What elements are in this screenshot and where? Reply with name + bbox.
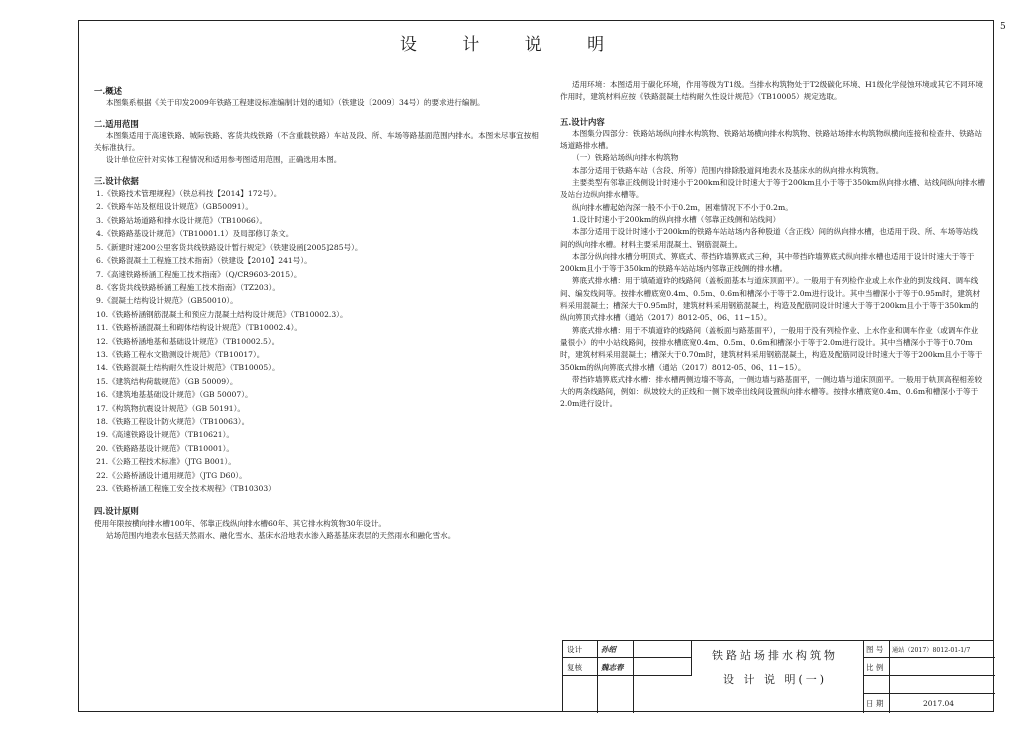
reference-item: 1.《铁路技术管理规程》（铁总科技【2014】172号）。 [96, 189, 282, 199]
page-title: 设 计 说 明 [399, 35, 625, 55]
design-signature: 孙绍 [601, 645, 616, 654]
drawing-subtitle: 设 计 说 明(一) [722, 673, 828, 686]
longitudinal-text-1: 本部分适用于铁路车站（含段、所等）范围内排除股道间地表水及基床水的纵向排水构筑物。 [572, 165, 884, 175]
longitudinal-text-3: 纵向排水槽起始沟深一般不小于0.2m，困难情况下不小于0.2m。 [572, 202, 793, 212]
reference-item: 12.《铁路桥涵地基和基础设计规范》（TB10002.5）。 [96, 336, 280, 346]
reference-item: 11.《铁路桥涵混凝土和砌体结构设计规范》（TB10002.4）。 [96, 323, 302, 333]
reference-item: 2.《铁路车站及枢纽设计规范》（GB50091）。 [96, 202, 253, 212]
title-block [562, 640, 994, 712]
page-number: 5 [1000, 22, 1006, 32]
reference-item: 20.《铁路路基设计规范》（TB10001）。 [96, 443, 234, 453]
item-text-4: 箅底式排水槽：用于不填道砟的线路间（盖板面与路基面平），一般用于没有列检作业、上水作业和调车作业（或调车作业量很小）的中小站线路间，按排水槽底宽0.4m、0.5m、0.6m和槽深小于等于2.0m进行设计。其中当槽深小于等于0.70m时，建筑材料采用混凝土；槽深大于0.70m时，建筑材料采用钢筋混凝土，构造及配筋同设计时速大于等于200km且小于等于350km的纵向箅底式排水槽（通站（2017）8012-05、06、11~15）。 [560, 325, 983, 372]
item-text-1: 本部分适用于设计时速小于200km的铁路车站站场内各种股道（含正线）间的纵向排水槽，也适用于段、所、车场等站线间的纵向排水槽。材料主要采用混凝土、钢筋混凝土。 [560, 227, 978, 249]
design-label: 设计 [567, 645, 582, 654]
right-column [560, 79, 985, 411]
review-label: 复核 [567, 662, 582, 672]
date-value: 2017.04 [923, 698, 955, 708]
section-heading-content: 五.设计内容 [560, 116, 605, 127]
scope-text-1: 本图集适用于高速铁路、城际铁路、客货共线铁路（不含重载铁路）车站及段、所、车场等路基面范围内排水。本图未尽事宜按相关标准执行。 [94, 130, 539, 153]
item-text-5: 带挡砟墙箅底式排水槽：排水槽两侧边墙不等高，一侧边墙与路基面平，一侧边墙与道床顶面平。一般用于轨顶高程相差较大的两条线路间，例如：纵坡较大的正线和一侧下坡牵出线间设置纵向排水槽等。按排水槽底宽0.4m、0.6m和槽深小于等于2.0m进行设计。 [560, 374, 983, 409]
reference-item: 7.《高速铁路桥涵工程施工技术指南》（Q/CR9603-2015）。 [96, 269, 302, 279]
reference-item: 5.《新建时速200公里客货共线铁路设计暂行规定》（铁建设函[2005]285号）。 [96, 242, 363, 252]
item-text-2: 本部分纵向排水槽分明顶式、箅底式、带挡砟墙箅底式三种，其中带挡砟墙箅底式纵向排水槽也适用于设计时速大于等于200km且小于等于350km的铁路车站站场内邻靠正线侧的排水槽。 [560, 251, 975, 274]
reference-item: 19.《高速铁路设计规范》（TB10621）。 [96, 430, 234, 440]
drawing-number-label: 图 号 [866, 645, 884, 654]
reference-item: 17.《构筑物抗震设计规范》（GB 50191）。 [96, 403, 246, 413]
longitudinal-text-2: 主要类型有邻靠正线侧设计时速小于200km和设计时速大于等于200km且小于等于350km纵向排水槽、站线间纵向排水槽及站台边纵向排水槽等。 [560, 178, 986, 200]
reference-item: 9.《混凝土结构设计规范》（GB50010）。 [96, 296, 238, 306]
reference-item: 10.《铁路桥涵钢筋混凝土和预应力混凝土结构设计规范》（TB10002.3）。 [96, 309, 348, 319]
drawing-title: 铁路站场排水构筑物 [712, 649, 838, 662]
date-label: 日 期 [866, 698, 884, 708]
section-heading-basis: 三.设计依据 [94, 175, 139, 186]
section-heading-overview: 一.概述 [94, 86, 123, 96]
reference-item: 6.《铁路混凝土工程施工技术指南》（铁建设【2010】241号）。 [96, 256, 312, 266]
scale-label: 比 例 [866, 662, 884, 672]
section-heading-principles: 四.设计原则 [94, 506, 139, 517]
environment-text: 适用环境：本图适用于碳化环境，作用等级为T1级。当排水构筑物处于T2级碳化环境、H1级化学侵蚀环境或其它不同环境作用时，建筑材料应按《铁路混凝土结构耐久性设计规范》（TB10005）规定选取。 [560, 80, 983, 102]
reference-item: 3.《铁路站场道路和排水设计规范》（TB10066）。 [96, 215, 268, 225]
reference-item: 13.《铁路工程水文勘测设计规范》（TB10017）。 [96, 349, 265, 359]
item-text-3: 箅底式排水槽：用于填碴道砟的线路间（盖板面基本与道床顶面平）。一般用于有列检作业或上水作业的到发线间、调车线间、编发线间等。按排水槽底宽0.4m、0.5m、0.6m和槽深小于等于2.0m进行设计。其中当槽深小于等于0.95m时，建筑材料采用混凝土；槽深大于0.95m时，建筑材料采用钢筋混凝土，构造及配筋同设计时速大于等于200km且小于等于350km的纵向箅顶式排水槽（通站（2017）8012-05、06、11~15）。 [560, 276, 981, 323]
reference-item: 18.《铁路工程设计防火规范》（TB10063）。 [96, 416, 250, 426]
drawing-number: 通站（2017）8012-01-1/7 [892, 647, 971, 654]
principles-text-1: 使用年限按横向排水槽100年、邻靠正线纵向排水槽60年、其它排水构筑物30年设计。 [94, 518, 387, 528]
reference-item: 22.《公路桥涵设计通用规范》（JTG D60）。 [96, 470, 247, 480]
reference-item: 14.《铁路混凝土结构耐久性设计规范》（TB10005）。 [96, 363, 280, 373]
reference-item: 21.《公路工程技术标准》（JTG B001）。 [96, 457, 236, 467]
reference-item: 15.《建筑结构荷载规范》（GB 50009）。 [96, 376, 238, 386]
reference-list [94, 187, 546, 495]
principles-text-2: 站场范围内地表水包括天然雨水、融化雪水、基床水沿地表水渗入路基基床表层的天然雨水和融化雪水。 [106, 531, 456, 541]
left-column [94, 79, 546, 542]
reference-item: 23.《铁路桥涵工程施工安全技术规程》（TB10303） [96, 484, 276, 494]
subsection-heading-longitudinal: （一）铁路站场纵向排水构筑物 [572, 153, 679, 163]
section-heading-scope: 二.适用范围 [94, 118, 139, 129]
item-heading-under-200: 1.设计时速小于200km的纵向排水槽（邻靠正线侧和站线间） [572, 214, 781, 224]
reference-item: 8.《客货共线铁路桥涵工程施工技术指南》（TZ203）。 [96, 282, 280, 292]
reference-item: 16.《建筑地基基础设计规范》（GB 50007）。 [96, 390, 253, 400]
overview-text: 本图集系根据《关于印发2009年铁路工程建设标准编制计划的通知》（铁建设〔2009〕34号）的要求进行编制。 [106, 98, 485, 108]
review-signature: 魏志春 [601, 662, 624, 672]
content-text: 本图集分四部分：铁路站场纵向排水构筑物、铁路站场横向排水构筑物、铁路站场排水构筑物纵横向连接和检查井、铁路站场道路排水槽。 [560, 128, 983, 151]
reference-item: 4.《铁路路基设计规范》（TB10001.1）及局部修订条文。 [96, 229, 294, 239]
scope-text-2: 设计单位应针对实体工程情况和适用参考图适用范围，正确选用本图。 [106, 155, 342, 165]
